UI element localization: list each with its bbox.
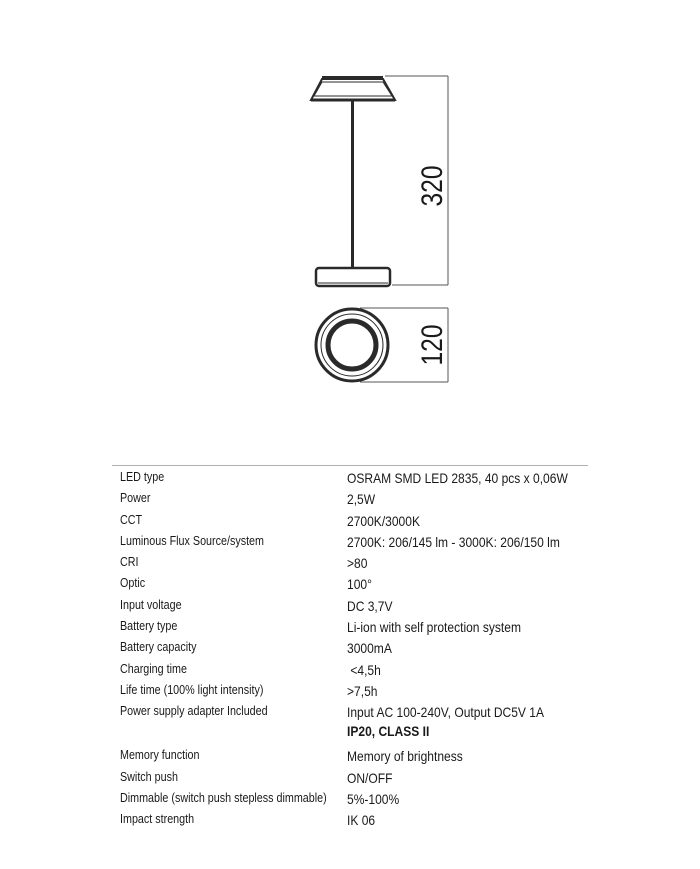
spec-row-impact-strength xyxy=(120,812,600,833)
spec-row-led-type xyxy=(120,470,600,491)
spec-value: 2,5W xyxy=(347,491,376,508)
spec-value-text: Input AC 100-240V, Output DC5V 1A xyxy=(347,704,545,721)
spec-value: 100° xyxy=(347,576,372,593)
spec-value: 3000mA xyxy=(347,640,392,657)
lamp-shade xyxy=(311,76,395,100)
spec-value: >7,5h xyxy=(347,682,378,699)
spec-label: Optic xyxy=(120,576,146,591)
spec-table xyxy=(120,470,600,833)
diameter-dimension-label: 120 xyxy=(414,324,449,366)
spec-value: <4,5h xyxy=(347,661,381,678)
spec-row-power xyxy=(120,491,600,512)
spec-label: Battery capacity xyxy=(120,640,197,655)
spec-value xyxy=(347,704,544,739)
spec-label: CCT xyxy=(120,512,143,527)
spec-label: Input voltage xyxy=(120,597,182,612)
lamp-top-view xyxy=(316,309,388,381)
spec-label: LED type xyxy=(120,470,165,484)
spec-label: Charging time xyxy=(120,661,187,676)
spec-row-memory-function xyxy=(120,748,600,769)
height-dimension-label: 320 xyxy=(414,165,449,207)
spec-row-dimmable xyxy=(120,791,600,812)
spec-row-switch-push xyxy=(120,770,600,791)
spec-row-power-supply xyxy=(120,704,600,748)
spec-row-life-time xyxy=(120,683,600,704)
spec-label: Switch push xyxy=(120,769,178,784)
spec-value: OSRAM SMD LED 2835, 40 pcs x 0,06W xyxy=(347,470,568,486)
spec-value: Li-ion with self protection system xyxy=(347,619,521,636)
lamp-stem xyxy=(351,100,354,270)
spec-value: >80 xyxy=(347,555,368,572)
spec-value: DC 3,7V xyxy=(347,597,393,614)
lamp-base xyxy=(316,268,390,287)
spec-row-battery-type xyxy=(120,619,600,640)
spec-row-optic xyxy=(120,576,600,597)
spec-label: Memory function xyxy=(120,748,200,763)
spec-row-luminous-flux xyxy=(120,534,600,555)
section-divider xyxy=(112,465,588,466)
spec-label: CRI xyxy=(120,555,139,570)
spec-label: Power supply adapter Included xyxy=(120,704,268,719)
spec-row-charging-time xyxy=(120,662,600,683)
spec-value: 2700K: 206/145 lm - 3000K: 206/150 lm xyxy=(347,533,560,550)
spec-value: IK 06 xyxy=(347,812,376,829)
spec-value: ON/OFF xyxy=(347,769,393,786)
spec-label: Power xyxy=(120,491,151,506)
spec-value-rating: IP20, CLASS II xyxy=(347,723,430,740)
spec-label: Impact strength xyxy=(120,812,195,827)
spec-value: 5%-100% xyxy=(347,790,400,807)
spec-label: Battery type xyxy=(120,619,178,634)
spec-label: Luminous Flux Source/system xyxy=(120,533,264,548)
spec-label: Life time (100% light intensity) xyxy=(120,682,264,697)
spec-value: Memory of brightness xyxy=(347,748,463,765)
spec-row-input-voltage xyxy=(120,598,600,619)
lamp-technical-drawing xyxy=(0,0,700,400)
spec-label: Dimmable (switch push stepless dimmable) xyxy=(120,790,327,805)
spec-row-cri xyxy=(120,555,600,576)
spec-value: 2700K/3000K xyxy=(347,512,420,529)
spec-row-battery-capacity xyxy=(120,640,600,661)
spec-row-cct xyxy=(120,513,600,534)
